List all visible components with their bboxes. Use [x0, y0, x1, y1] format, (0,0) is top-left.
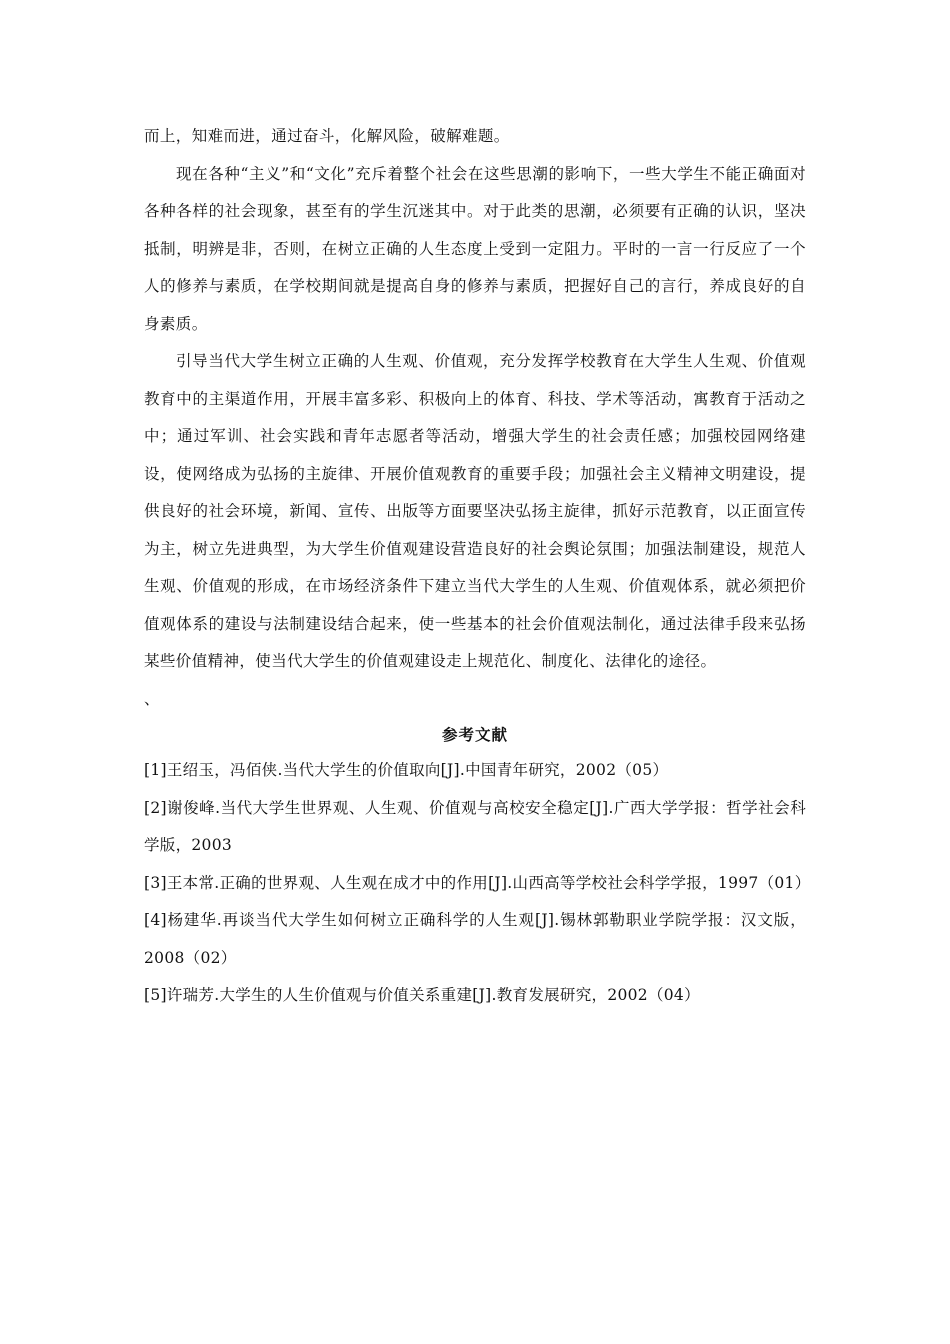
body-paragraph: 引导当代大学生树立正确的人生观、价值观，充分发挥学校教育在大学生人生观、价值观教育中的主渠道作用，开展丰富多彩、积极向上的体育、科技、学术等活动，寓教育于活动之中；通过军训、社会实践和青年志愿者等活动，增强大学生的社会责任感；加强校园网络建设，使网络成为弘扬的主旋律、开展价值观教育的重要手段；加强社会主义精神文明建设，提供良好的社会环境，新闻、宣传、出版等方面要坚决弘扬主旋律，抓好示范教育，以正面宣传为主，树立先进典型，为大学生价值观建设营造良好的社会舆论氛围；加强法制建设，规范人生观、价值观的形成，在市场经济条件下建立当代大学生的人生观、价值观体系，就必须把价值观体系的建设与法制建设结合起来，使一些基本的社会价值观法制化，通过法律手段来弘扬某些价值精神，使当代大学生的价值观建设走上规范化、制度化、法律化的途径。 — [144, 352, 806, 670]
body-paragraph: 现在各种“主义”和“文化”充斥着整个社会在这些思潮的影响下，一些大学生不能正确面对各种各样的社会现象，甚至有的学生沉迷其中。对于此类的思潮，必须要有正确的认识，坚决抵制，明辨是非，否则，在树立正确的人生态度上受到一定阻力。平时的一言一行反应了一个人的修养与素质，在学校期间就是提高自身的修养与素质，把握好自己的言行，养成良好的自身素质。 — [144, 164, 806, 333]
reference-list — [144, 752, 811, 1015]
reference-item: [1]王绍玉，冯佰侠.当代大学生的价值取向[J].中国青年研究，2002（05） — [144, 761, 669, 779]
references-heading: 参考文献 — [441, 725, 508, 744]
reference-item: [4]杨建华.再谈当代大学生如何树立正确科学的人生观[J].锡林郭勒职业学院学报：汉文版，2008（02） — [144, 911, 806, 967]
document-page — [144, 118, 811, 1015]
body-paragraph-continuation: 而上，知难而进，通过奋斗，化解风险，破解难题。 — [144, 127, 510, 145]
reference-item: [2]谢俊峰.当代大学生世界观、人生观、价值观与高校安全稳定[J].广西大学学报：哲学社会科学版，2003 — [144, 798, 806, 854]
stray-punctuation-mark: 、 — [144, 689, 160, 708]
reference-item: [3]王本常.正确的世界观、人生观在成才中的作用[J].山西高等学校社会科学学报，1997（01） — [144, 873, 811, 892]
reference-item: [5]许瑞芳.大学生的人生价值观与价值关系重建[J].教育发展研究，2002（04） — [144, 986, 700, 1004]
